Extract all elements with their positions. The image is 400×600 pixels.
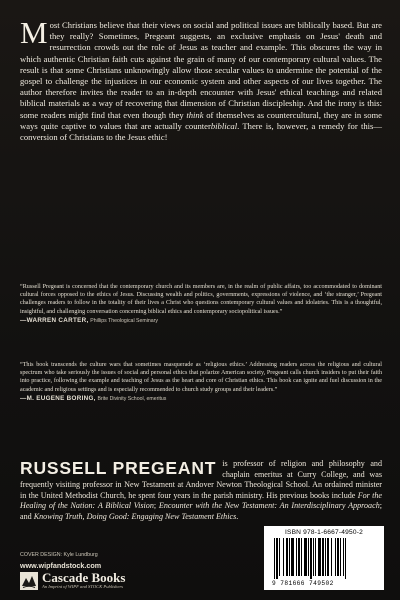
endorsement-quote: “This book transcends the culture wars that sometimes masquerade as ‘religious ethics.’ Addressing readers across the religious and cultural spectrum who take seriously the issues of social and personal ethics that polarize American society, Pregeant calls church insiders to put their faith into practice, following the example and teaching of Jesus as the heart and core of Christian ethics. This book can ignite and fuel discussion in the academic and religious settings and is especially recommended to church study groups and their leaders.” [20,362,382,393]
barcode-bar [337,538,339,576]
author-bio-separator: ; and [20,501,382,521]
barcode-bar [331,538,332,576]
endorser-name: —M. EUGENE BORING, [20,394,96,402]
endorser-name: —WARREN CARTER, [20,316,89,324]
barcode-bar [301,538,302,576]
isbn-label: ISBN 978-1-6667-4950-2 [284,529,364,536]
isbn-barcode [264,526,384,590]
cover-design-credit: COVER DESIGN: Kyle Lundburg [20,552,98,558]
barcode-bar [276,538,278,579]
author-book-3: Knowing Truth, Doing Good: Engaging New Testament Ethics [33,511,237,521]
barcode-bar [343,538,344,576]
author-book-2: Encounter with the New Testament: An Interdisciplinary Approach [158,501,380,511]
author-bio-text: is professor of religion and philosophy and chaplain emeritus at Curry College, and was frequently visiting professor in New Testament at Andover Newton Theological School. An ordained minister in the United Methodist Church, he spent four years in the parish ministry. His previous books include [20,459,382,500]
barcode-bar [345,538,346,579]
author-bio [20,459,382,523]
publisher-website: www.wipfandstock.com [20,561,102,570]
barcode-bar [327,538,329,576]
barcode-bar [310,538,312,579]
barcode-bar [335,538,336,576]
barcode-bar [304,538,307,576]
drop-cap: M [20,15,48,50]
author-bio-end: . [236,511,239,521]
endorsement-attribution [20,317,382,325]
blurb-paragraph [20,15,382,143]
barcode-bar [318,538,321,576]
barcode-bar [286,538,288,576]
endorsement-quote: “Russell Pregeant is concerned that the contemporary church and its members are, in the realm of public affairs, too accommodated to dominant cultural forces opposed to the ethics of Jesus. Discussing wealth and politics, governments, expressions of violence, and ‘the stranger,’ Pregeant challenges readers to follow in the totality of their lives a Christ who questions contemporary cultural values and idolatries. This is a thoughtful, insightful, and challenging conversation concerning biblical ethics and contemporary sociopolitical issues.” [20,284,382,315]
barcode-bar [313,538,314,576]
barcode-bar [289,538,290,576]
barcode-bar [308,538,309,576]
barcode-bar [325,538,326,576]
author-bio-separator: ; [153,501,159,511]
author-name: RUSSELL PREGEANT [20,458,217,478]
blurb-text-a: ost Christians believe that their views on social and political issues are biblically based. But are they really? Sometimes, Pregeant suggests, an exclusive emphasis on Jesus' death and resurrection crowds out the role of Jesus as teacher and example. This obscures the way in which authentic Christian faith cuts against the grain of many of our contemporary cultural values. The result is that some Christians unknowingly allow those secular values to undermine the potential of the gospel to challenge the injustices in our economic system and other aspects of our lives together. The author therefore invites the reader to an in-depth encounter with Jesus' ethical teachings and related biblical materials as a way of recovering that dimension of Christian discipleship. And the irony is this: some readers might find that even though they [20,20,382,120]
barcode-bar [279,538,280,576]
blurb-text-b: of themselves as countercultural, they are in some ways quite captive to values that are actually counter [20,109,382,131]
blurb-italic-biblical: biblical [210,120,238,131]
barcode-bar [322,538,324,576]
barcode-bars [272,538,376,579]
endorsement-carter [20,283,382,325]
endorsement-boring [20,361,382,403]
author-book-1: For the Healing of the Nation: A Biblical Vision [20,490,382,511]
cascade-logo-icon [20,572,38,590]
blurb-text-c: . There is, however, a remedy for this—conversion of Christians to the Jesus ethic! [20,120,382,143]
barcode-digits: 9 781666 749502 [272,580,334,587]
barcode-bar [298,538,300,576]
publisher-logo-block [20,571,125,590]
endorser-institution: Brite Divinity School, emeritus [97,395,167,402]
barcode-bar [296,538,297,576]
barcode-bar [315,538,316,576]
blurb-italic-think: think [186,109,204,120]
endorser-institution: Phillips Theological Seminary [90,317,158,324]
barcode-bar [291,538,294,576]
barcode-bar [340,538,341,576]
publisher-name: Cascade Books [42,570,126,585]
publisher-tagline: An Imprint of WIPF and STOCK Publishers [42,584,124,589]
endorsement-attribution [20,395,382,403]
barcode-bar [283,538,284,576]
barcode-bar [274,538,275,579]
